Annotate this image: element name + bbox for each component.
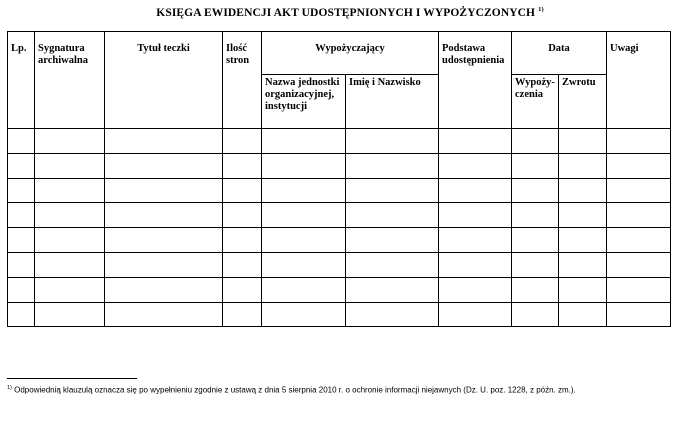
table-row <box>8 302 671 327</box>
table-cell[interactable] <box>607 153 671 178</box>
table-cell[interactable] <box>262 228 346 253</box>
table-cell[interactable] <box>512 178 559 203</box>
table-cell[interactable] <box>559 228 607 253</box>
table-cell[interactable] <box>223 277 262 302</box>
table-body <box>8 129 671 327</box>
table-cell[interactable] <box>8 178 35 203</box>
table-cell[interactable] <box>439 252 512 277</box>
table-cell[interactable] <box>35 153 105 178</box>
table-cell[interactable] <box>559 203 607 228</box>
table-cell[interactable] <box>223 252 262 277</box>
table-cell[interactable] <box>223 228 262 253</box>
table-cell[interactable] <box>439 153 512 178</box>
table-cell[interactable] <box>559 252 607 277</box>
table-cell[interactable] <box>346 252 439 277</box>
table-cell[interactable] <box>512 277 559 302</box>
table-cell[interactable] <box>607 302 671 327</box>
table-cell[interactable] <box>439 277 512 302</box>
table-cell[interactable] <box>105 203 223 228</box>
header-nazwa-jednostki: Nazwa jednostki organizacyjnej, instytucji <box>262 75 346 129</box>
header-ilosc: Ilość stron <box>223 32 262 129</box>
header-zwrotu: Zwrotu <box>559 75 607 129</box>
table-cell[interactable] <box>105 153 223 178</box>
table-cell[interactable] <box>262 178 346 203</box>
header-data: Data <box>512 32 607 75</box>
header-tytul: Tytuł teczki <box>105 32 223 129</box>
table-cell[interactable] <box>223 203 262 228</box>
table-cell[interactable] <box>8 302 35 327</box>
table-cell[interactable] <box>512 153 559 178</box>
table-cell[interactable] <box>35 203 105 228</box>
page-title <box>0 6 700 19</box>
table-row <box>8 178 671 203</box>
table-cell[interactable] <box>105 228 223 253</box>
header-imie-nazwisko: Imię i Nazwisko <box>346 75 439 129</box>
title-text: KSIĘGA EWIDENCJI AKT UDOSTĘPNIONYCH I WYPOŻYCZONYCH <box>156 6 536 19</box>
footnote-marker: 1) <box>7 385 12 391</box>
table-cell[interactable] <box>8 129 35 154</box>
table-cell[interactable] <box>35 252 105 277</box>
table-cell[interactable] <box>607 228 671 253</box>
table-cell[interactable] <box>223 178 262 203</box>
table-cell[interactable] <box>8 277 35 302</box>
table-cell[interactable] <box>559 302 607 327</box>
table-cell[interactable] <box>223 153 262 178</box>
table-cell[interactable] <box>346 153 439 178</box>
footnote <box>7 383 697 396</box>
table-cell[interactable] <box>512 129 559 154</box>
header-uwagi: Uwagi <box>607 32 671 129</box>
table-cell[interactable] <box>607 178 671 203</box>
table-cell[interactable] <box>105 129 223 154</box>
table-cell[interactable] <box>262 277 346 302</box>
table-row <box>8 277 671 302</box>
table-row <box>8 153 671 178</box>
table-cell[interactable] <box>262 252 346 277</box>
table-cell[interactable] <box>439 129 512 154</box>
table-cell[interactable] <box>35 129 105 154</box>
table-cell[interactable] <box>607 129 671 154</box>
table-cell[interactable] <box>105 277 223 302</box>
table-cell[interactable] <box>512 203 559 228</box>
footnote-text: Odpowiednią klauzulą oznacza się po wypełnieniu zgodnie z ustawą z dnia 5 sierpnia 2010 r. o ochronie informacji niejawnych (Dz. U. poz. 1228, z późn. zm.). <box>14 385 576 395</box>
table-cell[interactable] <box>105 302 223 327</box>
table-cell[interactable] <box>35 228 105 253</box>
table-cell[interactable] <box>512 302 559 327</box>
header-podstawa: Podstawa udostępnienia <box>439 32 512 129</box>
table-cell[interactable] <box>559 153 607 178</box>
table-cell[interactable] <box>8 203 35 228</box>
table-cell[interactable] <box>346 302 439 327</box>
table-cell[interactable] <box>559 129 607 154</box>
table-cell[interactable] <box>512 252 559 277</box>
table-cell[interactable] <box>8 153 35 178</box>
table-cell[interactable] <box>35 178 105 203</box>
table-cell[interactable] <box>559 178 607 203</box>
table-row <box>8 252 671 277</box>
table-cell[interactable] <box>439 203 512 228</box>
footnote-separator <box>7 378 137 379</box>
header-lp: Lp. <box>8 32 35 129</box>
table-cell[interactable] <box>262 153 346 178</box>
table-cell[interactable] <box>8 252 35 277</box>
title-footnote-ref: 1) <box>538 6 544 13</box>
table-row <box>8 228 671 253</box>
table-cell[interactable] <box>223 129 262 154</box>
table-cell[interactable] <box>223 302 262 327</box>
header-sygnatura: Sygnatura archiwalna <box>35 32 105 129</box>
table-cell[interactable] <box>262 129 346 154</box>
table-cell[interactable] <box>35 302 105 327</box>
table-cell[interactable] <box>346 129 439 154</box>
table-cell[interactable] <box>559 277 607 302</box>
table-cell[interactable] <box>262 203 346 228</box>
register-table <box>7 31 671 327</box>
table-cell[interactable] <box>346 203 439 228</box>
table-row <box>8 203 671 228</box>
table-cell[interactable] <box>439 178 512 203</box>
header-wypozyczajacy: Wypożyczający <box>262 32 439 75</box>
table-cell[interactable] <box>262 302 346 327</box>
table-cell[interactable] <box>607 203 671 228</box>
table-cell[interactable] <box>8 228 35 253</box>
header-wypozyczenia: Wypoży- czenia <box>512 75 559 129</box>
table-cell[interactable] <box>346 178 439 203</box>
table-cell[interactable] <box>35 277 105 302</box>
table-cell[interactable] <box>607 252 671 277</box>
table-cell[interactable] <box>512 228 559 253</box>
table-cell[interactable] <box>439 228 512 253</box>
table-cell[interactable] <box>346 228 439 253</box>
table-cell[interactable] <box>607 277 671 302</box>
table-cell[interactable] <box>105 178 223 203</box>
table-cell[interactable] <box>346 277 439 302</box>
table-cell[interactable] <box>439 302 512 327</box>
table-cell[interactable] <box>105 252 223 277</box>
table-row <box>8 129 671 154</box>
